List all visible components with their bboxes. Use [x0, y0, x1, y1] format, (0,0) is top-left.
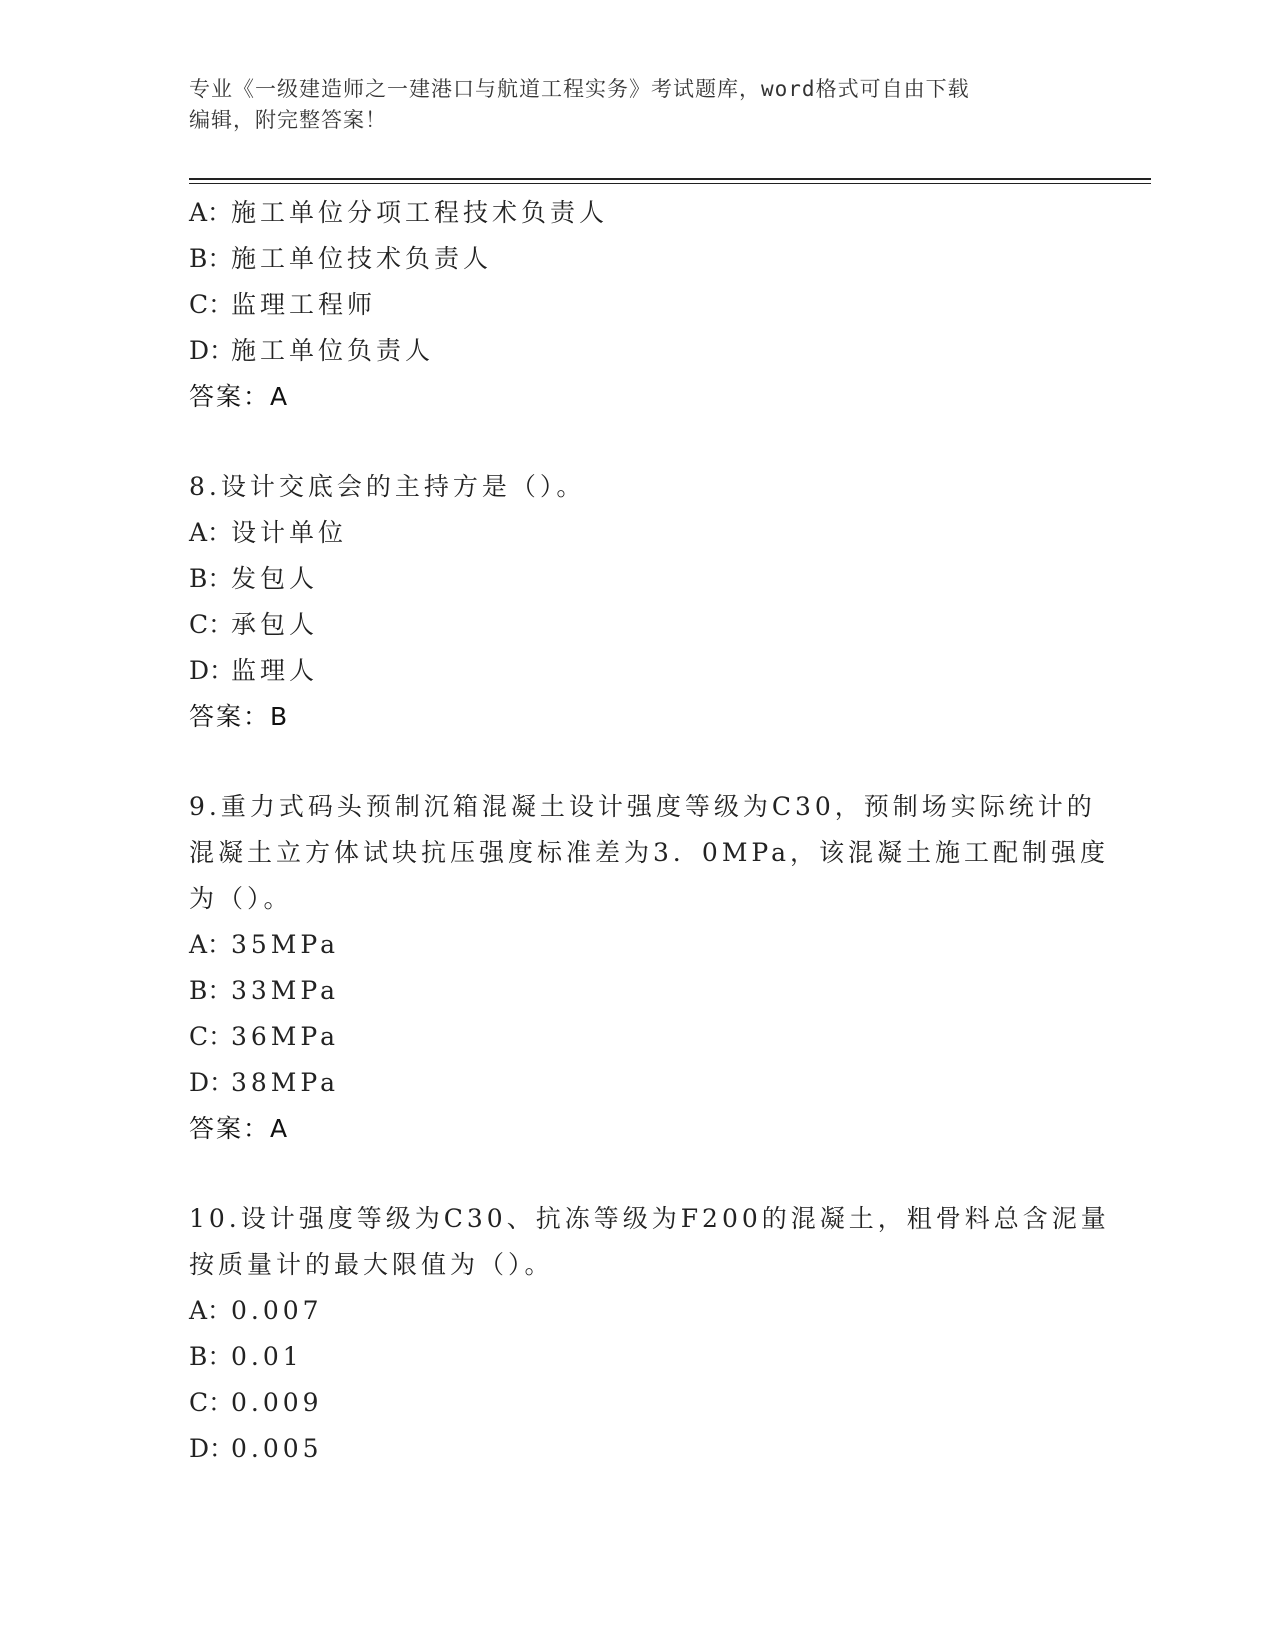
question-content: [189, 190, 1110, 1472]
option-b: B：33MPa: [189, 976, 340, 1005]
answer-line: 答案：A: [189, 1114, 290, 1143]
question-text-line-2: 混凝土立方体试块抗压强度标准差为3．0MPa，该混凝土施工配制强度: [189, 838, 1110, 867]
question-text-line-1: 9.重力式码头预制沉箱混凝土设计强度等级为C30，预制场实际统计的: [189, 792, 1096, 821]
question-10: [189, 1196, 1110, 1472]
question-8: [189, 464, 1089, 740]
question-text-line-3: 为（）。: [189, 884, 293, 913]
option-a: A：施工单位分项工程技术负责人: [189, 198, 609, 227]
option-c: C：承包人: [189, 610, 319, 639]
option-d: D：施工单位负责人: [189, 336, 435, 365]
option-a: A：35MPa: [189, 930, 340, 959]
option-a: A：设计单位: [189, 518, 348, 547]
spacer: [189, 420, 1089, 464]
option-d: D：38MPa: [189, 1068, 340, 1097]
option-a: A：0.007: [189, 1296, 323, 1325]
option-c: C：监理工程师: [189, 290, 377, 319]
header-line-2: 编辑，附完整答案！: [189, 108, 387, 132]
option-b: B：发包人: [189, 564, 319, 593]
option-d: D：0.005: [189, 1434, 323, 1463]
answer-line: 答案：B: [189, 702, 290, 731]
header-divider-thick: [189, 178, 1151, 180]
question-text: 8.设计交底会的主持方是（）。: [189, 472, 586, 501]
header-line-1: 专业《一级建造师之一建港口与航道工程实务》考试题库，word格式可自由下载: [189, 77, 970, 101]
header-divider-thin: [189, 183, 1151, 184]
question-7-partial: [189, 190, 1089, 420]
option-c: C：36MPa: [189, 1022, 340, 1051]
option-b: B：施工单位技术负责人: [189, 244, 493, 273]
answer-line: 答案：A: [189, 382, 290, 411]
option-c: C：0.009: [189, 1388, 323, 1417]
question-text-line-1: 10.设计强度等级为C30、抗冻等级为F200的混凝土，粗骨料总含泥量: [189, 1204, 1110, 1233]
spacer: [189, 1152, 1089, 1196]
question-text-line-2: 按质量计的最大限值为（）。: [189, 1250, 554, 1279]
option-b: B：0.01: [189, 1342, 303, 1371]
document-header: [189, 74, 1089, 136]
option-d: D：监理人: [189, 656, 319, 685]
spacer: [189, 740, 1089, 784]
question-9: [189, 784, 1110, 1152]
